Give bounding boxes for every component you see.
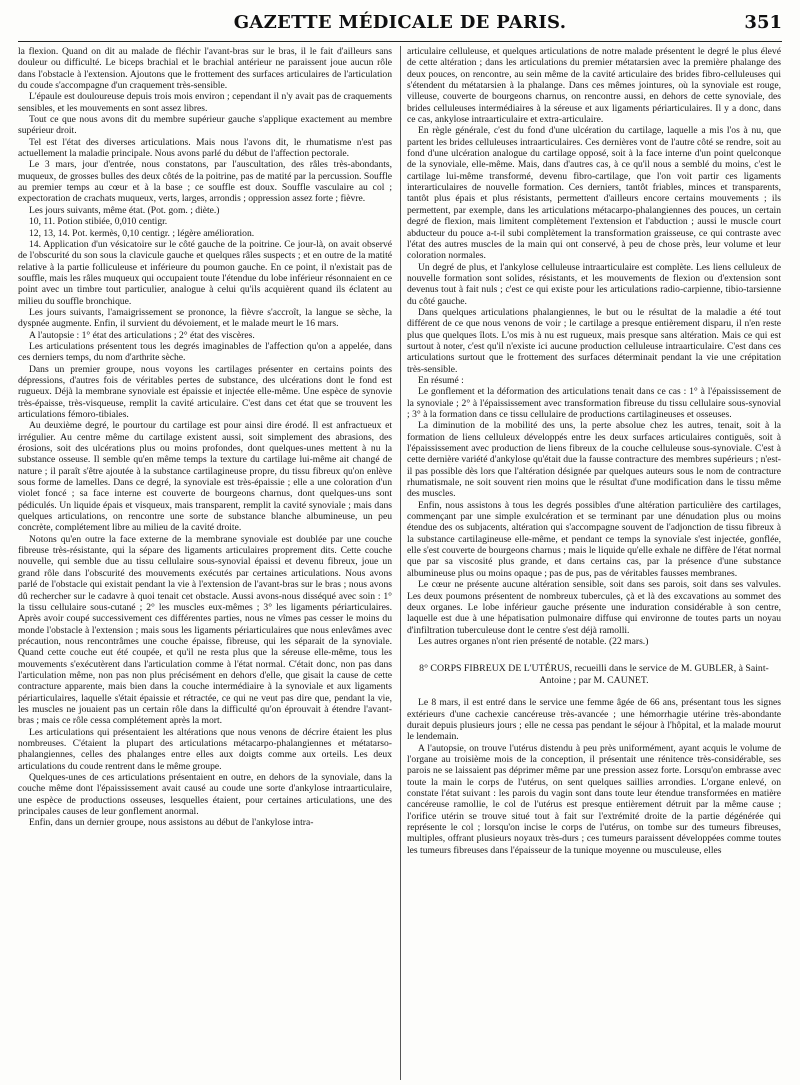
paragraph: La diminution de la mobilité des uns, la perte absolue chez les autres, tenait, soit à la formation de liens celluleux développés entre les deux surfaces articulaires contiguës, soit à l'épaississement avec production de liens fibreux de la couche celluleuse sous-synoviale. C'est à cette dernière variété d'ankylose qu'était due la fausse contracture des membres supérieurs ; n'est-il pas possible dès lors que l'altération désignée par quelques auteurs sous le nom de contracture rhumatismale, ne soit souvent rien moins que le résultat d'une modification dans le tissu même des muscles. bbox=[407, 420, 781, 500]
paragraph: Dans quelques articulations phalangiennes, le but ou le résultat de la maladie a été tout différent de ce que nous venons de voir ; le cartilage a presque entièrement disparu, il n'en reste plus que quelques îlots. L'os mis à nu est rugueux, mais presque sans altération. Mais ce qui est surtout à noter, c'est qu'il n'existe ici aucune production celluleuse intraarticulaire. C'est dans ces articulations surtout que le frottement des surfaces déterminait pendant la vie une crépitation très-sensible. bbox=[407, 306, 781, 375]
spacer bbox=[407, 647, 781, 656]
paragraph: Tout ce que nous avons dit du membre supérieur gauche s'applique exactement au membre supérieur droit. bbox=[18, 114, 392, 137]
right-column bbox=[407, 46, 781, 1080]
running-title: GAZETTE MÉDICALE DE PARIS. bbox=[233, 12, 567, 33]
paragraph: Les jours suivants, l'amaigrissement se prononce, la fièvre s'accroît, la langue se sèche, la dyspnée augmente. Enfin, il survient du dévoiement, et le malade meurt le 16 mars. bbox=[18, 306, 392, 330]
paragraph: 14. Application d'un vésicatoire sur le côté gauche de la poitrine. Ce jour-là, on avait observé de l'obscurité du son sous la clavicule gauche et quelques râles suspects ; et en outre de la matité relative à la partie folliculeuse et inférieure du poumon gauche. En ce point, il n'existait pas de souffle, mais les râles muqueux qui occupaient toute l'étendue du lobe inférieur résonnaient en ce point avec un timbre tout particulier, analogue à celui qu'ils acquièrent quand ils éclatent au milieu du souffle bronchique. bbox=[18, 238, 392, 307]
paragraph: L'épaule est douloureuse depuis trois mois environ ; cependant il n'y avait pas de craquements sensibles, et les mouvements en sont assez libres. bbox=[18, 91, 392, 114]
paragraph: Les jours suivants, même état. (Pot. gom. ; diète.) bbox=[29, 204, 220, 216]
paragraph: 12, 13, 14. Pot. kermès, 0,10 centigr. ; légère amélioration. bbox=[29, 227, 255, 239]
paragraph: Un degré de plus, et l'ankylose celluleuse intraarticulaire est complète. Les liens celluleux de nouvelle formation sont solides, résistants, et les mouvements de flexion ou d'extension sont devenus tout à fait nuls ; c'est ce qui existe pour les articulations radio-carpienne, tibio-tarsienne du côté gauche. bbox=[407, 261, 781, 307]
page-header bbox=[18, 10, 782, 38]
left-column bbox=[18, 46, 392, 1080]
paragraph: 10, 11. Potion stibiée, 0,010 centigr. bbox=[29, 216, 168, 228]
paragraph: Le 3 mars, jour d'entrée, nous constatons, par l'auscultation, des râles très-abondants, muqueux, de grosses bulles des deux côtés de la poitrine, pas de matité par la percussion. Souffle au premier temps au cœur et à la base ; ce souffle est doux. Souffle vasculaire au col ; expectoration de crachats muqueux, verts, larges, arrondis ; oppression assez forte ; fièvre. bbox=[18, 159, 392, 205]
paragraph: A l'autopsie, on trouve l'utérus distendu à peu près uniformément, ayant acquis le volume de l'organe au troisième mois de la conception, il présentait une rénitence très-considérable, ses parois ne se laissaient pas déprimer même par une pression assez forte. Lorsqu'on embrasse avec toute la main le corps de l'utérus, on sent quelques saillies arrondies. L'organe enlevé, on constate l'état suivant : les parois du vagin sont dans toute leur étendue transformées en matière cancéreuse ramollie, le col de l'utérus est presque entièrement détruit par la même cause ; l'orifice utérin se trouve situé tout à fait sur l'extrémité droite de la partie dégénérée qui représente le col ; lorsqu'on incise le corps de l'utérus, on tombe sur des tumeurs fibreuses, multiples, offrant plusieurs noyaux très-durs ; ces tumeurs paraissent développées comme toutes les tumeurs fibreuses dans l'épaisseur de la tunique moyenne ou musculeuse, elles bbox=[407, 742, 781, 856]
paragraph: Le gonflement et la déformation des articulations tenait dans ce cas : 1° à l'épaississement de la synoviale ; 2° à l'épaississement avec transformation fibreuse du tissu cellulaire sous-synovial ; 3° à la formation dans ce tissu cellulaire de productions cartilagineuses et osseuses. bbox=[407, 386, 781, 420]
column-divider bbox=[400, 46, 401, 1080]
paragraph: En règle générale, c'est du fond d'une ulcération du cartilage, laquelle a mis l'os à nu, que partent les brides celluleuses intraarticulaires. Ces dernières vont de l'autre côté se rendre, soit au fond d'une ulcération analogue du cartilage opposé, soit à la face interne d'un point quelconque de la synoviale, elle-même. Mais, dans d'autres cas, à ce qu'il nous a semblé du moins, c'est le cartilage lui-même transformé, devenu fibro-cartilage, que l'on voit partir ces ligaments interarticulaires de nouvelle formation. Ces derniers, tantôt friables, minces et transparents, tantôt plus épais et plus résistants, permettent d'ailleurs encore certains mouvements ; ils permettent, par exemple, dans les articulations métacarpo-phalangiennes des pouces, un certain degré de flexion, mais limitent complètement l'extension et l'abduction ; aussi le muscle court abducteur du pouce a-t-il subi complètement la transformation graisseuse, ce qui contraste avec l'état des autres muscles de la main qui ont conservé, à peu de chose près, leur volume et leur coloration normales. bbox=[407, 125, 781, 262]
paragraph: Enfin, dans un dernier groupe, nous assistons au début de l'ankylose intra- bbox=[29, 817, 314, 829]
paragraph: En résumé : bbox=[418, 374, 464, 386]
paragraph: Enfin, nous assistons à tous les degrés possibles d'une altération particulière des cartilages, commençant par une simple exulcération et se terminant par une dénudation plus ou moins étendue des os subjacents, altération qui s'accompagne souvent de l'adjonction de tissu fibreux à la substance cartilagineuse elle-même, et pendant ce temps la synoviale s'est injectée, gonflée, elle s'est couverte de bourgeons charnus ; mais le liquide qu'elle exhale ne diffère de l'état normal que par sa viscosité plus grande, et dans certains cas, par la présence d'une substance albumineuse plus ou moins opaque ; pas de pus, pas de véritables fausses membranes. bbox=[407, 499, 781, 579]
paragraph: A l'autopsie : 1° état des articulations ; 2° état des viscères. bbox=[29, 329, 255, 341]
section-heading: 8° CORPS FIBREUX DE L'UTÉRUS, recueilli dans le service de M. GUBLER, à Saint-Antoine ; par M. CAUNET. bbox=[419, 663, 769, 687]
paragraph: articulaire celluleuse, et quelques articulations de notre malade présentent le degré le plus élevé de cette altération ; dans les articulations du premier métatarsien avec la première phalange des deux pouces, on rencontre, au sein même de la cavité articulaire des brides fibro-celluleuses qui s'étendent du métatarsien à la phalange. Dans ces mêmes jointures, où la synoviale est rouge, villeuse, couverte de bourgeons charnus, on rencontre aussi, en dehors de cette synoviale, des brides celluleuses intermédiaires à la séreuse et aux ligaments périarticulaires. Il y a donc, dans ce cas, ankylose intraarticulaire et extra-articulaire. bbox=[407, 46, 781, 126]
paragraph: Les articulations présentent tous les degrés imaginables de l'affection qu'on a appelée, dans ces derniers temps, du nom d'arthrite sèche. bbox=[18, 340, 392, 364]
paragraph: Quelques-unes de ces articulations présentaient en outre, en dehors de la synoviale, dans la couche même dont l'épaississement avait causé au coude une sorte d'ankylose intraarticulaire, une espèce de productions osseuses, lesquelles étaient, pour certaines articulations, une des principales causes de leur gonflement anormal. bbox=[18, 772, 392, 818]
paragraph: la flexion. Quand on dit au malade de fléchir l'avant-bras sur le bras, il le fait d'ailleurs sans douleur ou difficulté. Le biceps brachial et le brachial antérieur ne paraissent joue aucun rôle dans l'obstacle à l'extension. Ajoutons que le frottement des surfaces articulaires de l'articulation du coude s'accompagne d'un craquement très-sensible. bbox=[18, 46, 392, 92]
header-rule bbox=[18, 41, 782, 42]
paragraph: Le 8 mars, il est entré dans le service une femme âgée de 66 ans, présentant tous les signes extérieurs d'une cachexie cancéreuse très-avancée ; une hémorrhagie utérine très-abondante durait depuis plusieurs jours ; elle ne cessa pas pendant le séjour à l'hôpital, et la malade mourut le lendemain. bbox=[407, 697, 781, 743]
paragraph: Tel est l'état des diverses articulations. Mais nous l'avons dit, le rhumatisme n'est pas actuellement la maladie principale. Nous avons parlé du début de l'affection pectorale. bbox=[18, 136, 392, 160]
paragraph: Les articulations qui présentaient les altérations que nous venons de décrire étaient les plus nombreuses. C'étaient la plupart des articulations métacarpo-phalangiennes et métatarso-phalangiennes, celles des phalanges entre elles aux doigts comme aux orteils. Les deux articulations du coude rentrent dans le même groupe. bbox=[18, 726, 392, 772]
paragraph: Les autres organes n'ont rien présenté de notable. (22 mars.) bbox=[418, 635, 649, 647]
paragraph: Dans un premier groupe, nous voyons les cartilages présenter en certains points des dépressions, d'autres fois de véritables pertes de substance, des ulcérations dont le fond est rugueux. Déjà la membrane synoviale est épaissie et injectée elle-même. Une espèce de synovie très-épaisse, très-visqueuse, remplit la cavité articulaire. C'est dans cet état que se trouvent les articulations fémoro-tibiales. bbox=[18, 363, 392, 420]
page-number: 351 bbox=[744, 12, 782, 33]
paragraph: Notons qu'en outre la face externe de la membrane synoviale est doublée par une couche fibreuse très-résistante, qui la sépare des ligaments articulaires proprement dits. Cette couche nouvelle, qui semble due au tissu cellulaire sous-synovial épaissi et devenu fibreux, joue un grand rôle dans l'obscurité des mouvements exécutés par certaines articulations. Nous avons parlé de l'obstacle qui existait pendant la vie à l'extension de l'avant-bras sur le bras ; nous avons dû rechercher sur le cadavre à quoi tenait cet obstacle. Aussi avons-nous disséqué avec soin : 1° la tissu cellulaire sous-cutané ; 2° les muscles eux-mêmes ; 3° les ligaments périarticulaires. Après avoir coupé successivement ces différentes parties, nous ne vîmes pas cesser le moins du monde l'obstacle à l'extension ; mais sous les ligaments périarticulaires que nous enlevâmes avec précaution, nous rencontrâmes une couche épaisse, fibreuse, qui les séparait de la synoviale. Quand cette couche eut été coupée, et qu'il ne resta plus que la séreuse elle-même, tous les mouvements s'exécutèrent dans l'articulation comme à l'état normal. C'était donc, non pas dans l'articulation même, non pas non plus précisément en dehors d'elle, que gisait la cause de cette contracture apparente, mais bien dans la couche intermédiaire à la synoviale et aux ligaments périarticulaires, laquelle s'était épaissie et rétractée, ce qui ne veut pas dire que, pendant la vie, les muscles ne jouaient pas un certain rôle dans la difficulté qu'on éprouvait à étendre l'avant-bras ; mais ce rôle cessa complétement après la mort. bbox=[18, 533, 392, 727]
paragraph: Le cœur ne présente aucune altération sensible, soit dans ses parois, soit dans ses valvules. Les deux poumons présentent de nombreux tubercules, çà et là des excavations au sommet des deux organes. Le lobe inférieur gauche présente une induration considérable à son centre, laquelle est due à une hépatisation pulmonaire diffuse qui environne de toutes parts un noyau d'infiltration tuberculeuse dont le centre s'est déjà ramolli. bbox=[407, 579, 781, 636]
paragraph: Au deuxième degré, le pourtour du cartilage est pour ainsi dire érodé. Il est anfractueux et irrégulier. Au centre même du cartilage existent aussi, soit simplement des abrasions, des érosions, soit des ulcérations plus ou moins profondes, dont quelques-unes mettent à nu la substance osseuse. Il semble qu'en même temps la texture du cartilage lui-même ait changé de nature ; il paraît s'être ajoutée à la substance cartilagineuse propre, du tissu fibreux qu'on enlève sous forme de lamelles. Dans ce degré, la synoviale est très-épaissie ; elle a une coloration d'un violet foncé ; sa face interne est couverte de bourgeons charnus, dont quelques-uns sont pédiculés. Un liquide épais et visqueux, mais transparent, remplit la cavité synoviale ; mais dans quelques articulations, on rencontre une sorte de substance blanche albumineuse, un peu concrète, complétement libre au milieu de la cavité droite. bbox=[18, 420, 392, 534]
